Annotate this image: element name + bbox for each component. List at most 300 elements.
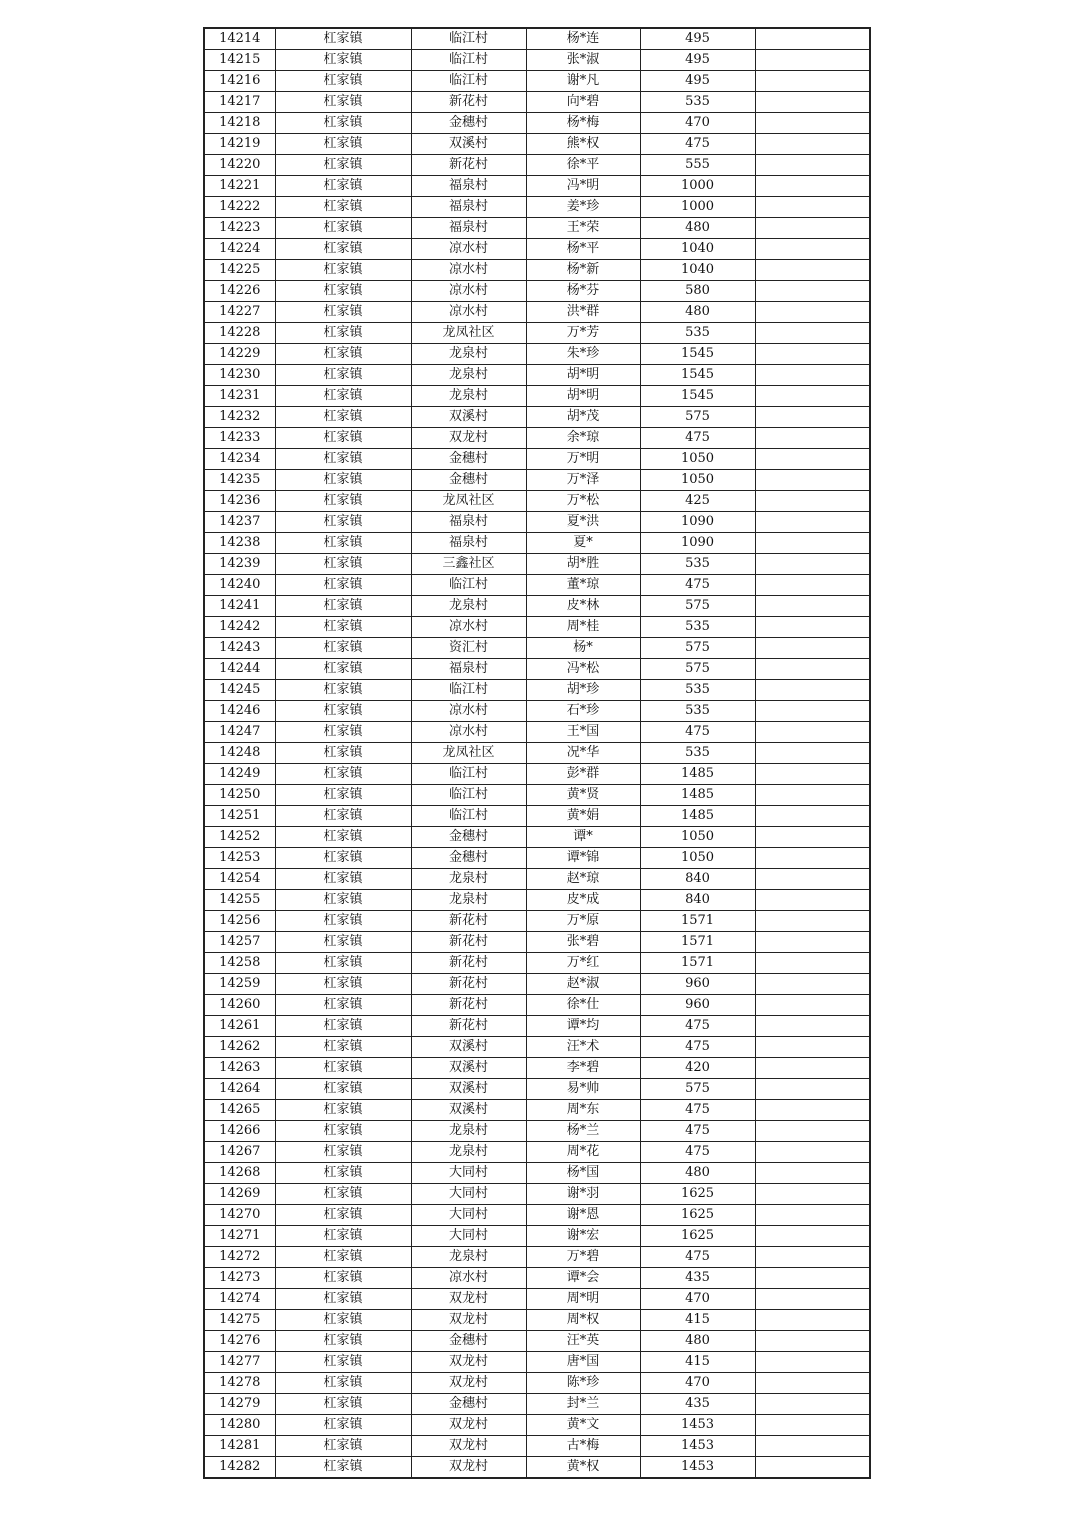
table-row	[204, 1352, 870, 1373]
village-cell: 金穗村	[411, 848, 526, 869]
name-cell: 向*碧	[526, 92, 640, 113]
town-cell: 杠家镇	[275, 50, 411, 71]
village-cell: 龙泉村	[411, 869, 526, 890]
village-cell: 龙泉村	[411, 1121, 526, 1142]
amount-cell: 1040	[640, 239, 755, 260]
name-cell: 万*芳	[526, 323, 640, 344]
note-cell	[755, 743, 870, 764]
row-number-cell: 14248	[204, 743, 275, 764]
town-cell: 杠家镇	[275, 1457, 411, 1479]
note-cell	[755, 1079, 870, 1100]
note-cell	[755, 680, 870, 701]
row-number-cell: 14282	[204, 1457, 275, 1479]
note-cell	[755, 1415, 870, 1436]
name-cell: 汪*英	[526, 1331, 640, 1352]
name-cell: 谢*宏	[526, 1226, 640, 1247]
row-number-cell: 14250	[204, 785, 275, 806]
town-cell: 杠家镇	[275, 1037, 411, 1058]
name-cell: 张*淑	[526, 50, 640, 71]
village-cell: 双溪村	[411, 407, 526, 428]
table-row	[204, 281, 870, 302]
name-cell: 黄*贤	[526, 785, 640, 806]
village-cell: 龙泉村	[411, 1247, 526, 1268]
village-cell: 凉水村	[411, 239, 526, 260]
note-cell	[755, 1247, 870, 1268]
name-cell: 周*明	[526, 1289, 640, 1310]
village-cell: 凉水村	[411, 302, 526, 323]
village-cell: 龙凤社区	[411, 323, 526, 344]
town-cell: 杠家镇	[275, 680, 411, 701]
village-cell: 双溪村	[411, 1037, 526, 1058]
table-row	[204, 1058, 870, 1079]
row-number-cell: 14225	[204, 260, 275, 281]
row-number-cell: 14271	[204, 1226, 275, 1247]
village-cell: 龙泉村	[411, 365, 526, 386]
row-number-cell: 14222	[204, 197, 275, 218]
row-number-cell: 14251	[204, 806, 275, 827]
table-row	[204, 1037, 870, 1058]
row-number-cell: 14261	[204, 1016, 275, 1037]
table-row	[204, 28, 870, 50]
town-cell: 杠家镇	[275, 1205, 411, 1226]
table-row	[204, 1205, 870, 1226]
town-cell: 杠家镇	[275, 911, 411, 932]
amount-cell: 1545	[640, 365, 755, 386]
row-number-cell: 14242	[204, 617, 275, 638]
name-cell: 胡*明	[526, 365, 640, 386]
note-cell	[755, 1457, 870, 1479]
town-cell: 杠家镇	[275, 218, 411, 239]
name-cell: 杨*国	[526, 1163, 640, 1184]
note-cell	[755, 890, 870, 911]
amount-cell: 1050	[640, 470, 755, 491]
name-cell: 万*红	[526, 953, 640, 974]
note-cell	[755, 491, 870, 512]
village-cell: 福泉村	[411, 176, 526, 197]
name-cell: 杨*平	[526, 239, 640, 260]
row-number-cell: 14281	[204, 1436, 275, 1457]
table-body	[204, 28, 870, 1478]
village-cell: 新花村	[411, 92, 526, 113]
amount-cell: 475	[640, 1016, 755, 1037]
town-cell: 杠家镇	[275, 113, 411, 134]
town-cell: 杠家镇	[275, 1373, 411, 1394]
note-cell	[755, 92, 870, 113]
note-cell	[755, 995, 870, 1016]
amount-cell: 1545	[640, 344, 755, 365]
village-cell: 凉水村	[411, 617, 526, 638]
name-cell: 谢*羽	[526, 1184, 640, 1205]
note-cell	[755, 197, 870, 218]
data-table	[203, 27, 871, 1479]
village-cell: 双龙村	[411, 1373, 526, 1394]
village-cell: 双溪村	[411, 1079, 526, 1100]
name-cell: 万*泽	[526, 470, 640, 491]
table-row	[204, 1289, 870, 1310]
town-cell: 杠家镇	[275, 155, 411, 176]
table-row	[204, 722, 870, 743]
village-cell: 凉水村	[411, 260, 526, 281]
town-cell: 杠家镇	[275, 1289, 411, 1310]
note-cell	[755, 386, 870, 407]
amount-cell: 1545	[640, 386, 755, 407]
note-cell	[755, 617, 870, 638]
amount-cell: 435	[640, 1268, 755, 1289]
name-cell: 冯*松	[526, 659, 640, 680]
amount-cell: 480	[640, 1163, 755, 1184]
note-cell	[755, 1394, 870, 1415]
name-cell: 万*明	[526, 449, 640, 470]
amount-cell: 840	[640, 869, 755, 890]
row-number-cell: 14262	[204, 1037, 275, 1058]
village-cell: 凉水村	[411, 701, 526, 722]
amount-cell: 555	[640, 155, 755, 176]
village-cell: 大同村	[411, 1184, 526, 1205]
table-row	[204, 155, 870, 176]
amount-cell: 435	[640, 1394, 755, 1415]
row-number-cell: 14231	[204, 386, 275, 407]
note-cell	[755, 1058, 870, 1079]
row-number-cell: 14235	[204, 470, 275, 491]
village-cell: 临江村	[411, 28, 526, 50]
table-row	[204, 827, 870, 848]
village-cell: 临江村	[411, 806, 526, 827]
town-cell: 杠家镇	[275, 28, 411, 50]
row-number-cell: 14278	[204, 1373, 275, 1394]
table-row	[204, 1163, 870, 1184]
note-cell	[755, 911, 870, 932]
name-cell: 谭*会	[526, 1268, 640, 1289]
name-cell: 黄*文	[526, 1415, 640, 1436]
name-cell: 徐*仕	[526, 995, 640, 1016]
village-cell: 双溪村	[411, 134, 526, 155]
table-row	[204, 554, 870, 575]
village-cell: 大同村	[411, 1163, 526, 1184]
village-cell: 龙泉村	[411, 890, 526, 911]
amount-cell: 480	[640, 1331, 755, 1352]
amount-cell: 495	[640, 50, 755, 71]
town-cell: 杠家镇	[275, 134, 411, 155]
table-row	[204, 449, 870, 470]
note-cell	[755, 1016, 870, 1037]
note-cell	[755, 1436, 870, 1457]
amount-cell: 575	[640, 1079, 755, 1100]
note-cell	[755, 1373, 870, 1394]
amount-cell: 480	[640, 302, 755, 323]
name-cell: 张*碧	[526, 932, 640, 953]
name-cell: 夏*洪	[526, 512, 640, 533]
town-cell: 杠家镇	[275, 575, 411, 596]
name-cell: 杨*芬	[526, 281, 640, 302]
row-number-cell: 14264	[204, 1079, 275, 1100]
row-number-cell: 14234	[204, 449, 275, 470]
row-number-cell: 14221	[204, 176, 275, 197]
amount-cell: 1485	[640, 806, 755, 827]
name-cell: 黄*权	[526, 1457, 640, 1479]
row-number-cell: 14275	[204, 1310, 275, 1331]
amount-cell: 1453	[640, 1415, 755, 1436]
table-row	[204, 869, 870, 890]
village-cell: 资汇村	[411, 638, 526, 659]
village-cell: 新花村	[411, 995, 526, 1016]
table-row	[204, 1268, 870, 1289]
row-number-cell: 14216	[204, 71, 275, 92]
village-cell: 双溪村	[411, 1100, 526, 1121]
name-cell: 洪*群	[526, 302, 640, 323]
name-cell: 周*花	[526, 1142, 640, 1163]
table-row	[204, 176, 870, 197]
town-cell: 杠家镇	[275, 1058, 411, 1079]
village-cell: 双龙村	[411, 1352, 526, 1373]
town-cell: 杠家镇	[275, 995, 411, 1016]
village-cell: 双龙村	[411, 428, 526, 449]
note-cell	[755, 869, 870, 890]
amount-cell: 575	[640, 407, 755, 428]
name-cell: 胡*珍	[526, 680, 640, 701]
note-cell	[755, 1331, 870, 1352]
row-number-cell: 14229	[204, 344, 275, 365]
note-cell	[755, 1268, 870, 1289]
row-number-cell: 14266	[204, 1121, 275, 1142]
row-number-cell: 14218	[204, 113, 275, 134]
name-cell: 董*琼	[526, 575, 640, 596]
town-cell: 杠家镇	[275, 701, 411, 722]
name-cell: 赵*琼	[526, 869, 640, 890]
town-cell: 杠家镇	[275, 365, 411, 386]
note-cell	[755, 28, 870, 50]
village-cell: 新花村	[411, 953, 526, 974]
row-number-cell: 14217	[204, 92, 275, 113]
row-number-cell: 14267	[204, 1142, 275, 1163]
amount-cell: 1571	[640, 911, 755, 932]
note-cell	[755, 596, 870, 617]
row-number-cell: 14220	[204, 155, 275, 176]
amount-cell: 535	[640, 617, 755, 638]
note-cell	[755, 176, 870, 197]
note-cell	[755, 806, 870, 827]
amount-cell: 475	[640, 1247, 755, 1268]
name-cell: 万*原	[526, 911, 640, 932]
table-row	[204, 197, 870, 218]
town-cell: 杠家镇	[275, 449, 411, 470]
note-cell	[755, 1100, 870, 1121]
name-cell: 胡*茂	[526, 407, 640, 428]
note-cell	[755, 134, 870, 155]
town-cell: 杠家镇	[275, 470, 411, 491]
note-cell	[755, 1226, 870, 1247]
table-row	[204, 995, 870, 1016]
note-cell	[755, 827, 870, 848]
note-cell	[755, 1289, 870, 1310]
table-row	[204, 1142, 870, 1163]
amount-cell: 480	[640, 218, 755, 239]
village-cell: 大同村	[411, 1205, 526, 1226]
name-cell: 杨*连	[526, 28, 640, 50]
name-cell: 赵*淑	[526, 974, 640, 995]
amount-cell: 470	[640, 1373, 755, 1394]
table-row	[204, 260, 870, 281]
amount-cell: 1000	[640, 176, 755, 197]
amount-cell: 495	[640, 71, 755, 92]
name-cell: 冯*明	[526, 176, 640, 197]
name-cell: 万*松	[526, 491, 640, 512]
name-cell: 朱*珍	[526, 344, 640, 365]
note-cell	[755, 701, 870, 722]
village-cell: 龙泉村	[411, 386, 526, 407]
name-cell: 易*帅	[526, 1079, 640, 1100]
amount-cell: 535	[640, 323, 755, 344]
amount-cell: 475	[640, 1121, 755, 1142]
amount-cell: 840	[640, 890, 755, 911]
table-row	[204, 764, 870, 785]
amount-cell: 535	[640, 92, 755, 113]
village-cell: 凉水村	[411, 281, 526, 302]
village-cell: 临江村	[411, 680, 526, 701]
town-cell: 杠家镇	[275, 491, 411, 512]
table-row	[204, 1415, 870, 1436]
table-row	[204, 659, 870, 680]
note-cell	[755, 1205, 870, 1226]
village-cell: 双龙村	[411, 1436, 526, 1457]
amount-cell: 415	[640, 1352, 755, 1373]
name-cell: 谭*锦	[526, 848, 640, 869]
name-cell: 谢*凡	[526, 71, 640, 92]
row-number-cell: 14233	[204, 428, 275, 449]
town-cell: 杠家镇	[275, 764, 411, 785]
row-number-cell: 14263	[204, 1058, 275, 1079]
name-cell: 周*桂	[526, 617, 640, 638]
row-number-cell: 14254	[204, 869, 275, 890]
amount-cell: 1090	[640, 512, 755, 533]
town-cell: 杠家镇	[275, 1142, 411, 1163]
table-row	[204, 701, 870, 722]
town-cell: 杠家镇	[275, 1016, 411, 1037]
name-cell: 杨*新	[526, 260, 640, 281]
row-number-cell: 14228	[204, 323, 275, 344]
note-cell	[755, 764, 870, 785]
table-row	[204, 134, 870, 155]
town-cell: 杠家镇	[275, 1415, 411, 1436]
table-row	[204, 1016, 870, 1037]
town-cell: 杠家镇	[275, 281, 411, 302]
town-cell: 杠家镇	[275, 785, 411, 806]
amount-cell: 1625	[640, 1205, 755, 1226]
village-cell: 临江村	[411, 575, 526, 596]
note-cell	[755, 785, 870, 806]
note-cell	[755, 1037, 870, 1058]
row-number-cell: 14269	[204, 1184, 275, 1205]
town-cell: 杠家镇	[275, 1310, 411, 1331]
table-row	[204, 1079, 870, 1100]
table-row	[204, 239, 870, 260]
row-number-cell: 14260	[204, 995, 275, 1016]
row-number-cell: 14243	[204, 638, 275, 659]
row-number-cell: 14276	[204, 1331, 275, 1352]
town-cell: 杠家镇	[275, 1100, 411, 1121]
name-cell: 周*权	[526, 1310, 640, 1331]
amount-cell: 475	[640, 722, 755, 743]
amount-cell: 475	[640, 1100, 755, 1121]
town-cell: 杠家镇	[275, 932, 411, 953]
village-cell: 新花村	[411, 1016, 526, 1037]
note-cell	[755, 302, 870, 323]
note-cell	[755, 344, 870, 365]
town-cell: 杠家镇	[275, 260, 411, 281]
town-cell: 杠家镇	[275, 1163, 411, 1184]
name-cell: 胡*胜	[526, 554, 640, 575]
note-cell	[755, 407, 870, 428]
town-cell: 杠家镇	[275, 1226, 411, 1247]
table-row	[204, 1394, 870, 1415]
town-cell: 杠家镇	[275, 512, 411, 533]
row-number-cell: 14274	[204, 1289, 275, 1310]
town-cell: 杠家镇	[275, 1268, 411, 1289]
row-number-cell: 14232	[204, 407, 275, 428]
town-cell: 杠家镇	[275, 743, 411, 764]
town-cell: 杠家镇	[275, 533, 411, 554]
village-cell: 双溪村	[411, 1058, 526, 1079]
row-number-cell: 14245	[204, 680, 275, 701]
town-cell: 杠家镇	[275, 848, 411, 869]
note-cell	[755, 281, 870, 302]
note-cell	[755, 260, 870, 281]
amount-cell: 1050	[640, 449, 755, 470]
name-cell: 徐*平	[526, 155, 640, 176]
village-cell: 龙泉村	[411, 596, 526, 617]
note-cell	[755, 50, 870, 71]
row-number-cell: 14279	[204, 1394, 275, 1415]
row-number-cell: 14272	[204, 1247, 275, 1268]
table-row	[204, 428, 870, 449]
table-row	[204, 407, 870, 428]
name-cell: 古*梅	[526, 1436, 640, 1457]
amount-cell: 1571	[640, 953, 755, 974]
table-row	[204, 1331, 870, 1352]
village-cell: 双龙村	[411, 1415, 526, 1436]
town-cell: 杠家镇	[275, 827, 411, 848]
village-cell: 新花村	[411, 155, 526, 176]
table-row	[204, 1247, 870, 1268]
village-cell: 临江村	[411, 50, 526, 71]
row-number-cell: 14227	[204, 302, 275, 323]
town-cell: 杠家镇	[275, 1184, 411, 1205]
table-row	[204, 302, 870, 323]
table-row	[204, 1436, 870, 1457]
name-cell: 汪*术	[526, 1037, 640, 1058]
amount-cell: 1050	[640, 827, 755, 848]
row-number-cell: 14219	[204, 134, 275, 155]
town-cell: 杠家镇	[275, 1121, 411, 1142]
name-cell: 黄*娟	[526, 806, 640, 827]
village-cell: 福泉村	[411, 533, 526, 554]
amount-cell: 1625	[640, 1226, 755, 1247]
row-number-cell: 14252	[204, 827, 275, 848]
amount-cell: 535	[640, 680, 755, 701]
table-row	[204, 806, 870, 827]
village-cell: 金穗村	[411, 470, 526, 491]
amount-cell: 475	[640, 1142, 755, 1163]
amount-cell: 475	[640, 575, 755, 596]
town-cell: 杠家镇	[275, 659, 411, 680]
row-number-cell: 14268	[204, 1163, 275, 1184]
table-row	[204, 113, 870, 134]
town-cell: 杠家镇	[275, 386, 411, 407]
town-cell: 杠家镇	[275, 869, 411, 890]
table-row	[204, 344, 870, 365]
village-cell: 金穗村	[411, 449, 526, 470]
town-cell: 杠家镇	[275, 806, 411, 827]
table-row	[204, 638, 870, 659]
